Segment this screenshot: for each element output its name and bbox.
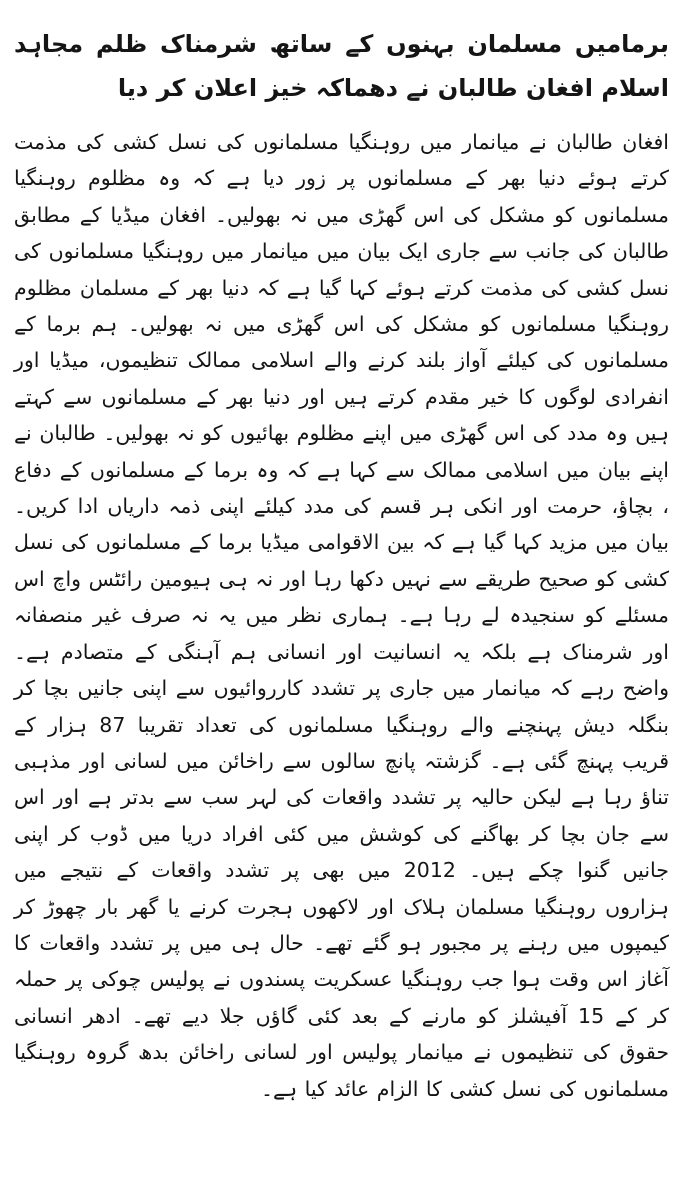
article-body: افغان طالبان نے میانمار میں روہنگیا مسلمانوں کی نسل کشی کی مذمت کرتے ہوئے دنیا بھر کے مسلمانوں پر زور دیا ہے کہ وہ مظلوم روہنگیا مسلمانوں کو مشکل کی اس گھڑی میں نہ بھولیں۔ افغان میڈیا کے مطابق طالبان کی جانب سے جاری ایک بیان میں میانمار میں روہنگیا مسلمانوں کی نسل کشی کی مذمت کرتے ہوئے کہا گیا ہے کہ دنیا بھر کے مسلمان مظلوم روہنگیا مسلمانوں کو مشکل کی اس گھڑی میں نہ بھولیں۔ ہم برما کے مسلمانوں کی کیلئے آواز بلند کرنے والے اسلامی ممالک تنظیموں، میڈیا اور انفرادی لوگوں کا خیر مقدم کرتے ہیں اور دنیا بھر کے مسلمانوں سے کہتے ہیں وہ مدد کی اس گھڑی میں اپنے مظلوم بھائیوں کو نہ بھولیں۔ طالبان نے اپنے بیان میں اسلامی ممالک سے کہا ہے کہ وہ برما کے مسلمانوں کے دفاع ، بچاؤ، حرمت اور انکی ہر قسم کی مدد کیلئے اپنی ذمہ داریاں ادا کریں۔ بیان میں مزید کہا گیا ہے کہ بین الاقوامی میڈیا برما کے مسلمانوں کی نسل کشی کو صحیح طریقے سے نہیں دکھا رہا اور نہ ہی ہیومین رائٹس واچ اس مسئلے کو سنجیدہ لے رہا ہے۔ ہماری نظر میں یہ نہ صرف غیر منصفانہ اور شرمناک ہے بلکہ یہ انسانیت اور انسانی ہم آہنگی کے متصادم ہے۔ واضح رہے کہ میانمار میں جاری پر تشدد کارروائیوں سے اپنی جانیں بچا کر بنگلہ دیش پہنچنے والے روہنگیا مسلمانوں کی تعداد تقریبا 87 ہزار کے قریب پہنچ گئی ہے۔ گزشتہ پانچ سالوں سے راخائن میں لسانی اور مذہبی تناؤ رہا ہے لیکن حالیہ پر تشدد واقعات کی لہر سب سے بدتر ہے اور اس سے جان بچا کر بھاگنے کی کوشش میں کئی افراد دریا میں ڈوب کر اپنی جانیں گنوا چکے ہیں۔ 2012 میں بھی پر تشدد واقعات کے نتیجے میں ہزاروں روہنگیا مسلمان ہلاک اور لاکھوں ہجرت کرنے یا گھر بار چھوڑ کر کیمپوں میں رہنے پر مجبور ہو گئے تھے۔ حال ہی میں پر تشدد واقعات کا آغاز اس وقت ہوا جب روہنگیا عسکریت پسندوں نے پولیس چوکی پر حملہ کر کے 15 آفیشلز کو مارنے کے بعد کئی گاؤں جلا دیے تھے۔ ادھر انسانی حقوق کی تنظیموں نے میانمار پولیس اور لسانی راخائن بدھ گروہ روہنگیا مسلمانوں کی نسل کشی کا الزام عائد کیا ہے۔: [14, 130, 669, 1101]
article: [14, 0, 669, 1200]
article-headline: برمامیں مسلمان بہنوں کے ساتھ شرمناک ظلم مجاہد اسلام افغان طالبان نے دھماکہ خیز اعلان کر دیا: [14, 30, 669, 102]
